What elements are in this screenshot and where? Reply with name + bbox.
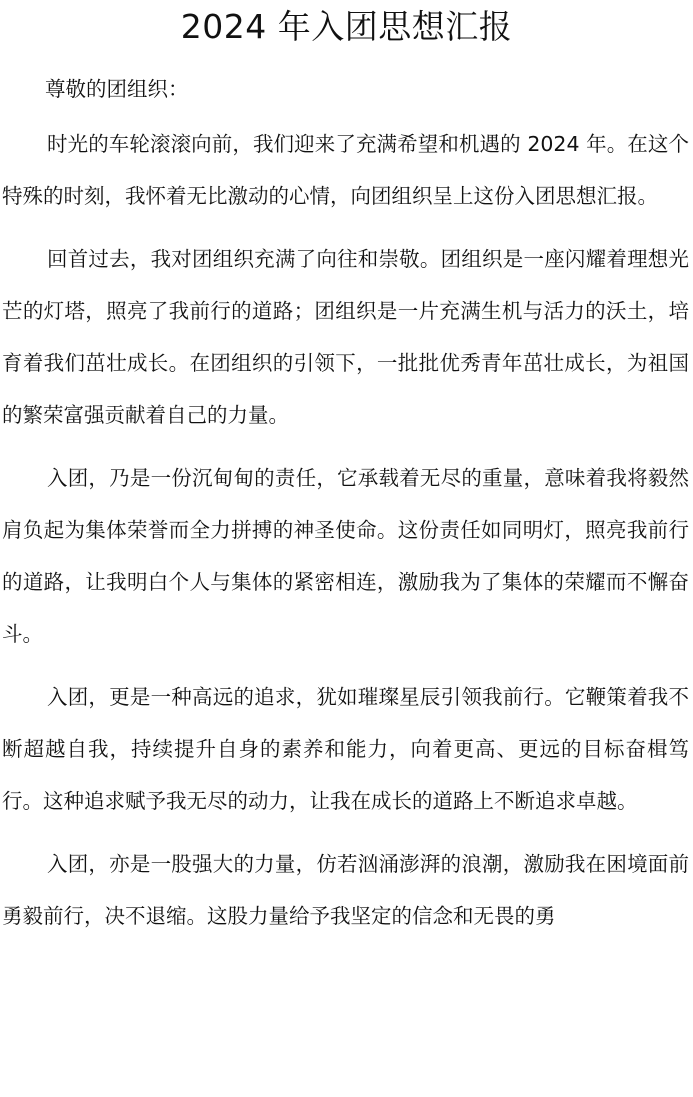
paragraph-3: 入团，乃是一份沉甸甸的责任，它承载着无尽的重量，意味着我将毅然肩负起为集体荣誉而全力拼搏的神圣使命。这份责任如同明灯，照亮我前行的道路，让我明白个人与集体的紧密相连，激励我为了集体的荣耀而不懈奋斗。: [2, 466, 689, 646]
paragraph-2: 回首过去，我对团组织充满了向往和崇敬。团组织是一座闪耀着理想光芒的灯塔，照亮了我前行的道路；团组织是一片充满生机与活力的沃土，培育着我们茁壮成长。在团组织的引领下，一批批优秀青年茁壮成长，为祖国的繁荣富强贡献着自己的力量。: [2, 247, 689, 427]
document-body: [0, 76, 693, 942]
salutation: 尊敬的团组织：: [45, 77, 189, 101]
paragraph-5: 入团，亦是一股强大的力量，仿若汹涌澎湃的浪潮，激励我在困境面前勇毅前行，决不退缩。这股力量给予我坚定的信念和无畏的勇: [2, 852, 689, 928]
paragraph-1: 时光的车轮滚滚向前，我们迎来了充满希望和机遇的 2024 年。在这个特殊的时刻，我怀着无比激动的心情，向团组织呈上这份入团思想汇报。: [2, 132, 689, 208]
paragraph-4: 入团，更是一种高远的追求，犹如璀璨星辰引领我前行。它鞭策着我不断超越自我，持续提升自身的素养和能力，向着更高、更远的目标奋楫笃行。这种追求赋予我无尽的动力，让我在成长的道路上不断追求卓越。: [2, 685, 689, 813]
document-title: 2024 年入团思想汇报: [180, 7, 513, 46]
